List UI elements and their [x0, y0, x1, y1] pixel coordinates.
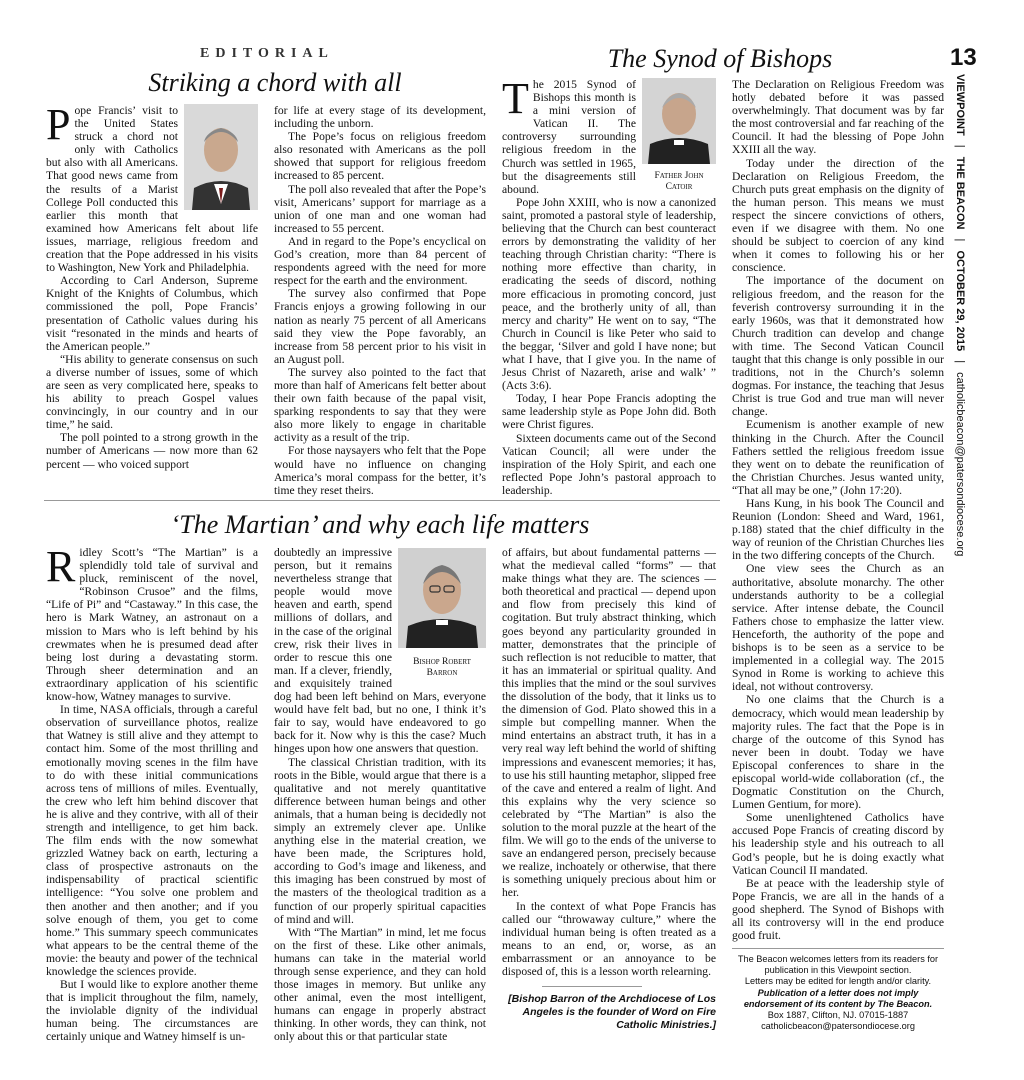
author-bio: [Bishop Barron of the Archdiocese of Los Angeles is the founder of Word on Fire Catholic Ministries.] — [508, 993, 716, 1032]
sidebar-site: catholicbeacon@patersondiocese.org — [954, 372, 966, 557]
martian-paragraph: With “The Martian” in mind, let me focus on the first of these. Like other animals, humans can take in the material world through sense experience, and they can hold those images in memory. But unlike any other animal, even the most intelligent, humans can engage in properly abstract thinking. In other words, they can think, not only about this or that particular state — [274, 925, 486, 1044]
bio-divider — [542, 986, 642, 987]
editorial-paragraph: The poll pointed to a strong growth in the number of Americans — now more than 62 percent — who voiced support — [46, 431, 258, 471]
letters-editing: Letters may be edited for length and/or clarity. — [744, 976, 932, 987]
letters-welcome: The Beacon welcomes letters from its readers for publication in this Viewpoint section. — [737, 954, 939, 976]
editorial-paragraph: The Pope’s focus on religious freedom also resonated with Americans as the poll showed that support for religious freedom increased to 85 percent. — [274, 130, 486, 183]
martian-byline: Bishop Robert Barron — [413, 657, 471, 679]
martian-paragraph: In the context of what Pope Francis has called our “throwaway culture,” where the individual human being is often treated as a means to an end, or, worse, as an embarrassment or an annoyance to be disposed of, this is a lesson worth relearning. — [502, 899, 716, 978]
synod-paragraph: Today, I hear Pope Francis adopting the same leadership style as Pope John did. Both were Christ figures. — [502, 392, 716, 432]
martian-paragraph: But I would like to explore another theme that is implicit throughout the film, namely, the inviolable dignity of the individual human being. The circumstances are certainly unique and Watney himself is un- — [46, 978, 258, 1044]
synod-paragraph: Sixteen documents came out of the Second Vatican Council; all were under the inspiration of the Holy Spirit, and each one reflected Pope John’s pastoral approach to leadership. — [502, 431, 716, 497]
editorial-author-photo — [184, 104, 258, 210]
synod-paragraph: Some unenlightened Catholics have accused Pope Francis of creating discord by his leadership style and his outreach to all God’s people, but he is doing exactly what Vatican Council II mandated. — [732, 811, 944, 877]
editorial-paragraph: The survey also confirmed that Pope Francis enjoys a growing following in our nation as nearly 75 percent of all Americans said they view the Pope favorably, an increase from 58 percent prior to his visit in an August poll. — [274, 287, 486, 366]
editorial-paragraph: The survey also pointed to the fact that more than half of Americans felt better about their own faith because of the papal visit, sparking respondents to say that they were also more likely to engage in charitable activity as a result of the trip. — [274, 365, 486, 445]
editorial-label: EDITORIAL — [200, 46, 334, 61]
editorial-paragraph: for life at every stage of its development, including the unborn. — [274, 104, 486, 131]
synod-paragraph: Ecumenism is another example of new thinking in the Church. After the Council Fathers settled the religious freedom issue they went on to debate the reunification of the Christian Churches. Jesus wanted unity, “That all may be one,” (John 17:20). — [732, 418, 944, 497]
synod-paragraph: Pope John XXIII, who is now a canonized saint, promoted a pastoral style of leadership, believing that the Church can best counteract errors by demonstrating the validity of her teaching through Christian charity: “There is nothing more effective than charity, in eradicating the seeds of discord, nothing more efficacious in promoting concord, just peace, and the brotherly unity of all, than mercy and charity” He went on to say, “The Church in Council is like Peter who said to the beggar, ‘Silver and gold I have none; but what I have, that I give you. In the name of Jesus Christ of Nazareth, arise and walk’ ” (Acts 3:6). — [502, 195, 716, 393]
sidebar-paper: THE BEACON — [954, 156, 966, 230]
synod-paragraph: One view sees the Church as an authoritative, absolute monarchy. The other understands authority to be a collegial service. After intense debate, the Council Fathers chose to emphasize the latter view. Henceforth, the authority of the pope and bishops is to be seen as a service to be implemented in a collegial way. The 2015 Synod in Rome is working to achieve this ideal, not without controversy. — [732, 562, 944, 694]
martian-paragraph: doubtedly an impressive person, but it remains nevertheless strange that people would move heaven and earth, spend millions of dollars, and in the case of the original crew, risk their lives in order to rescue this one man. If a clever, friendly, and exquisitely trained dog had been left behind on Mars, everyone would have felt bad, but no one, I think it’s fair to say, would have endeavored to go back for it. Now why is this the case? Much hinges upon how one answers that question. — [274, 546, 486, 756]
synod-headline: The Synod of Bishops — [607, 44, 833, 73]
letters-divider — [732, 948, 944, 949]
editorial-paragraph: “His ability to generate consensus on such a diverse number of issues, some of which are seen as very complicated here, speaks to his ability to preach Gospel values convincingly, in our country and in our time,” he said. — [46, 352, 258, 432]
synod-paragraph: The 2015 Synod of Bishops this month is a mini version of Vatican II. The controversy surrounding religious freedom in the Church was settled in 1965, but the disagreements still abound. — [502, 74, 636, 196]
martian-author-photo — [398, 548, 486, 682]
editorial-column-2 — [274, 104, 486, 497]
page-number: 13 — [950, 44, 977, 71]
martian-column-2 — [274, 546, 486, 1044]
editorial-headline: Striking a chord with all — [148, 68, 402, 97]
editorial-column-1 — [46, 100, 258, 471]
drop-cap: R — [46, 542, 76, 591]
editorial-paragraph: According to Carl Anderson, Supreme Knight of the Knights of Columbus, which commissioned the poll, Pope Francis’ presentation of Catholic values during his visit “resonated in the minds and hearts of the American people.” — [46, 274, 258, 353]
synod-paragraph: Today under the direction of the Declaration on Religious Freedom, the Church puts great emphasis on the dignity of the human person. This means we must respect the sincere convictions of others, even if we disagree with them. No one should be subject to coercion of any kind when it comes to following his or her conscience. — [732, 156, 944, 275]
synod-paragraph: The importance of the document on religious freedom, and the reason for the feverish controversy surrounding it in the early 1960s, was that it demonstrated how Church tradition can develop and change with time. The Second Vatican Council taught that this change is only possible in our traditions, not in the Church’s solemn dogmas. For instance, the teaching that Jesus Christ is true God and true man will never change. — [732, 274, 944, 419]
martian-paragraph: The classical Christian tradition, with its roots in the Bible, would argue that there is a qualitative and not merely quantitative difference between human beings and other animals, that a human being is decidedly not simply an extremely clever ape. Unlike anything else in the material creation, we have been made, the Scriptures hold, according to God’s image and likeness, and this imaging has been construed by most of the masters of the theological tradition as a function of our properly spiritual capacities of mind and will. — [274, 755, 486, 926]
synod-author-photo — [642, 78, 716, 193]
synod-paragraph: No one claims that the Church is a democracy, which would mean leadership by majority rules. The fact that the Pope is in charge of the outcome of this Synod has never been in doubt. Today we have Episcopal conferences to share in the episcopal world-wide collaboration (cf., the Dogmatic Constitution on the Church, Lumen Gentium, for more). — [732, 693, 944, 812]
sidebar-section: VIEWPOINT — [954, 74, 966, 136]
synod-paragraph: Hans Kung, in his book The Council and Reunion (London: Sheed and Ward, 1961, p.188) stated that the chief difficulty in the way of reunion of the Christian Churches lies in the two differing concepts of the Church. — [732, 497, 944, 563]
editorial-paragraph: And in regard to the Pope’s encyclical on God’s creation, more than 84 percent of respondents agreed with the need for more respect for the earth and the environment. — [274, 234, 486, 288]
drop-cap: P — [46, 100, 71, 149]
editorial-paragraph: For those naysayers who felt that the Pope would have no influence on changing America’s moral compass for the better, it’s time they reset theirs. — [274, 444, 486, 497]
editorial-paragraph: The poll also revealed that after the Pope’s visit, Americans’ support for marriage as a union of one man and one woman had increased to 55 percent. — [274, 182, 486, 235]
letters-email: catholicbeacon@patersondiocese.org — [761, 1021, 915, 1032]
letters-address: Box 1887, Clifton, NJ. 07015-1887 — [767, 1010, 909, 1021]
synod-column-2 — [732, 78, 944, 942]
section-divider — [44, 500, 720, 501]
letters-disclaimer: Publication of a letter does not imply endorsement of its content by The Beacon. — [743, 987, 933, 1009]
editorial-paragraph: Pope Francis’ visit to the United States struck a chord not only with Catholics but also with all Americans. That good news came from the results of a Marist College Poll conducted this earlier this month that examined how Americans felt about life issues, marriage, religious freedom and creation that the Pope addressed in his visits to Washington, New York and Philadelphia. — [46, 100, 258, 275]
letters-info-box — [732, 954, 944, 1032]
martian-paragraph: In time, NASA officials, through a careful observation of surveillance photos, realize that Watney is still alive and they attempt to contact him. Some of the most thrilling and emotionally moving scenes in the film have to do with these initial communications across tens of millions of miles. Eventually, the crew who left him behind discover that he is alive and they contrive, with all of their strength and intelligence, to get him back. The film ends with the now somewhat grizzled Watney back on earth, lecturing a class of prospective astronauts on the indispensability of practical scientific intelligence: “You solve one problem and then another and then another; and if you solve enough of them, you get to come home.” This summary speech communicates what appears to be the central theme of the movie: the beauty and power of the technical knowledge the sciences provide. — [46, 703, 258, 978]
synod-byline: Father John Catoir — [654, 171, 704, 193]
synod-paragraph: Be at peace with the leadership style of Pope Francis, we are all in the hands of a good shepherd. The Synod of Bishops with all its controversy will in the end produce good fruit. — [732, 876, 944, 943]
martian-column-3 — [502, 546, 716, 1032]
martian-column-1 — [46, 542, 258, 1044]
drop-cap: T — [502, 74, 529, 123]
synod-column-1 — [502, 74, 716, 497]
martian-headline: ‘The Martian’ and why each life matters — [170, 510, 590, 539]
sidebar-date: OCTOBER 29, 2015 — [954, 250, 966, 352]
martian-paragraph: of affairs, but about fundamental patterns — what the medieval called “forms” — that make things what they are. The sciences — both theoretical and practical — depend upon and flow from precisely this kind of cogitation. But truly abstract thinking, which goes beyond any particularity grounded in matter, demonstrates that the principle of such reflection is not reducible to matter, that it has an immaterial or spiritual quality. And this implies that the mind or the soul survives the dissolution of the body, that it links us to the dimension of God. Plato showed this in a simple but compelling manner. When the mind entertains an abstract truth, it has in a very real way left behind the world of shifting impressions and evanescent memories; it has, to use his still haunting metaphor, slipped free of the cave and entered a realm of light. And this explains why the very science so celebrated by “The Martian” is also the solution to the moral puzzle at the heart of the film. We will go to the ends of the universe to save an endangered person, precisely because we realize, inchoately or otherwise, that there is something uniquely precious about him or her. — [502, 546, 716, 900]
synod-paragraph: The Declaration on Religious Freedom was hotly debated before it was passed overwhelmingly. That document was by far the most controversial and far reaching of the Council. It had the blessing of Pope John XXIII all the way. — [732, 78, 944, 157]
martian-paragraph: Ridley Scott’s “The Martian” is a splendidly told tale of survival and pluck, reminiscent of the novel, “Robinson Crusoe” and the films, “Life of Pi” and “Castaway.” In this case, the hero is Mark Watney, an astronaut on a mission to Mars who is left behind by his crewmates when he is presumed dead after being lost during a devastating storm. Through sheer determination and an extraordinary application of his scientific know-how, Watney manages to survive. — [46, 542, 258, 704]
sidebar-strip: VIEWPOINT | THE BEACON | OCTOBER 29, 2015 | catholicbeacon@patersondiocese.org — [954, 74, 966, 557]
